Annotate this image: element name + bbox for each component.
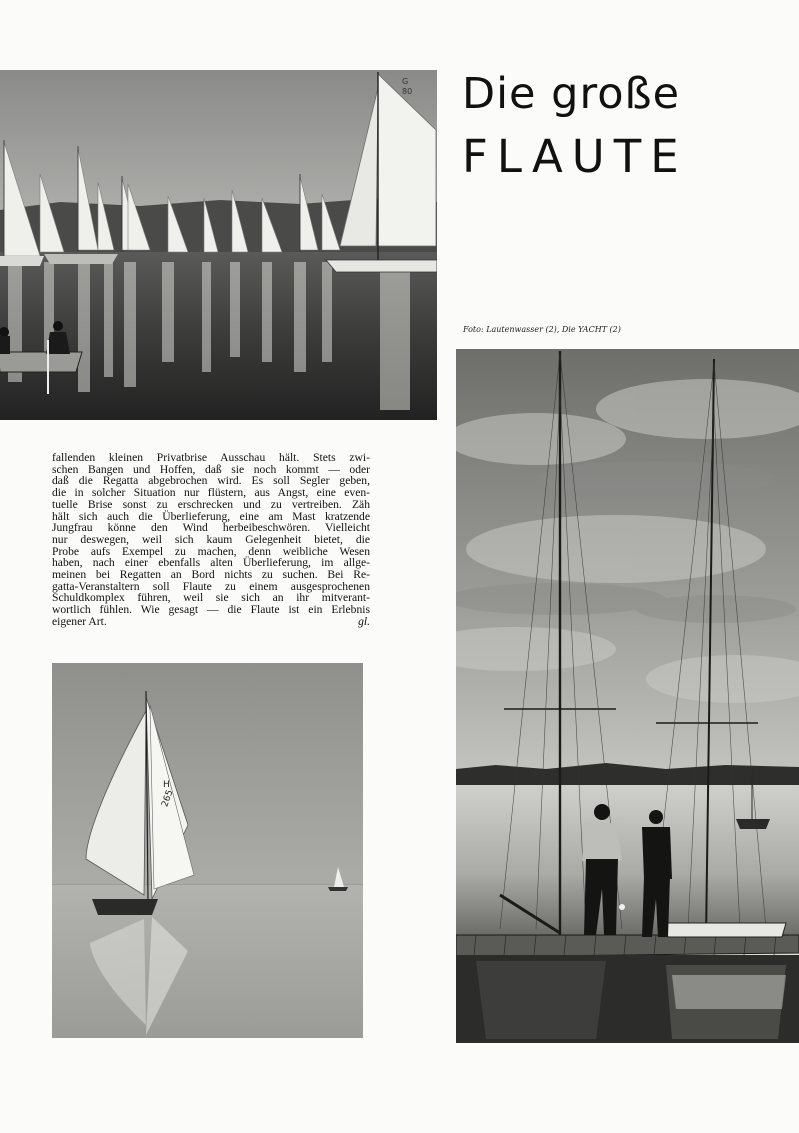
article-title [462,70,762,182]
body-line-final: eigener Art. [52,614,107,628]
body-line: hält sich auch die Überlieferung, eine am Mast kratzende [52,509,370,523]
title-line-2: FLAUTE [462,130,688,183]
author-signature: gl. [358,614,370,628]
body-line: nur deswegen, weil sich kaum Gelegenheit bietet, die [52,532,370,546]
photo-credit: Foto: Lautenwasser (2), Die YACHT (2) [463,325,621,334]
body-line: die in solcher Situation nur flüstern, aus Angst, eine even- [52,486,370,500]
body-line: daß die Regatta abgebrochen wird. Es soll Segler geben, [52,474,370,488]
single-sail-number: 265 [160,788,176,809]
body-last-line [52,616,370,628]
regatta-sail-number: 80 [402,87,413,96]
body-line: haben, nach einer ebenfalls alten Überlieferung, im allge- [52,556,370,570]
regatta-fleet-photo [0,70,437,420]
body-line: tuelle Brise sonst zu erschrecken und zu vertreiben. Zäh [52,497,370,511]
single-sail-letter: H [163,780,170,790]
single-sailboat-photo [52,663,363,1038]
body-line: meinen bei Regatten an Bord nichts zu suchen. Bei Re- [52,568,370,582]
body-line: Schuldkomplex führen, weil sie sich an ihr mitverant- [52,591,370,605]
body-line: gatta-Veranstaltern soll Flaute zu einem ausgesprochenen [52,579,370,593]
body-line: schen Bangen und Hoffen, daß sie noch kommt — oder [52,462,370,476]
body-line: wortlich fühlen. Wie gesagt — die Flaute ist ein Erlebnis [52,603,370,617]
body-line: fallenden kleinen Privatbrise Ausschau hält. Stets zwi- [52,451,370,464]
regatta-sail-letter: G [402,77,409,86]
body-line: Probe aufs Exempel zu machen, denn weibliche Wesen [52,544,370,558]
title-line-1: Die große [462,69,681,119]
article-body [52,452,370,628]
body-line: Jungfrau könne den Wind herbeibeschwören. Vielleicht [52,521,370,535]
jetty-masts-photo [456,349,799,1043]
